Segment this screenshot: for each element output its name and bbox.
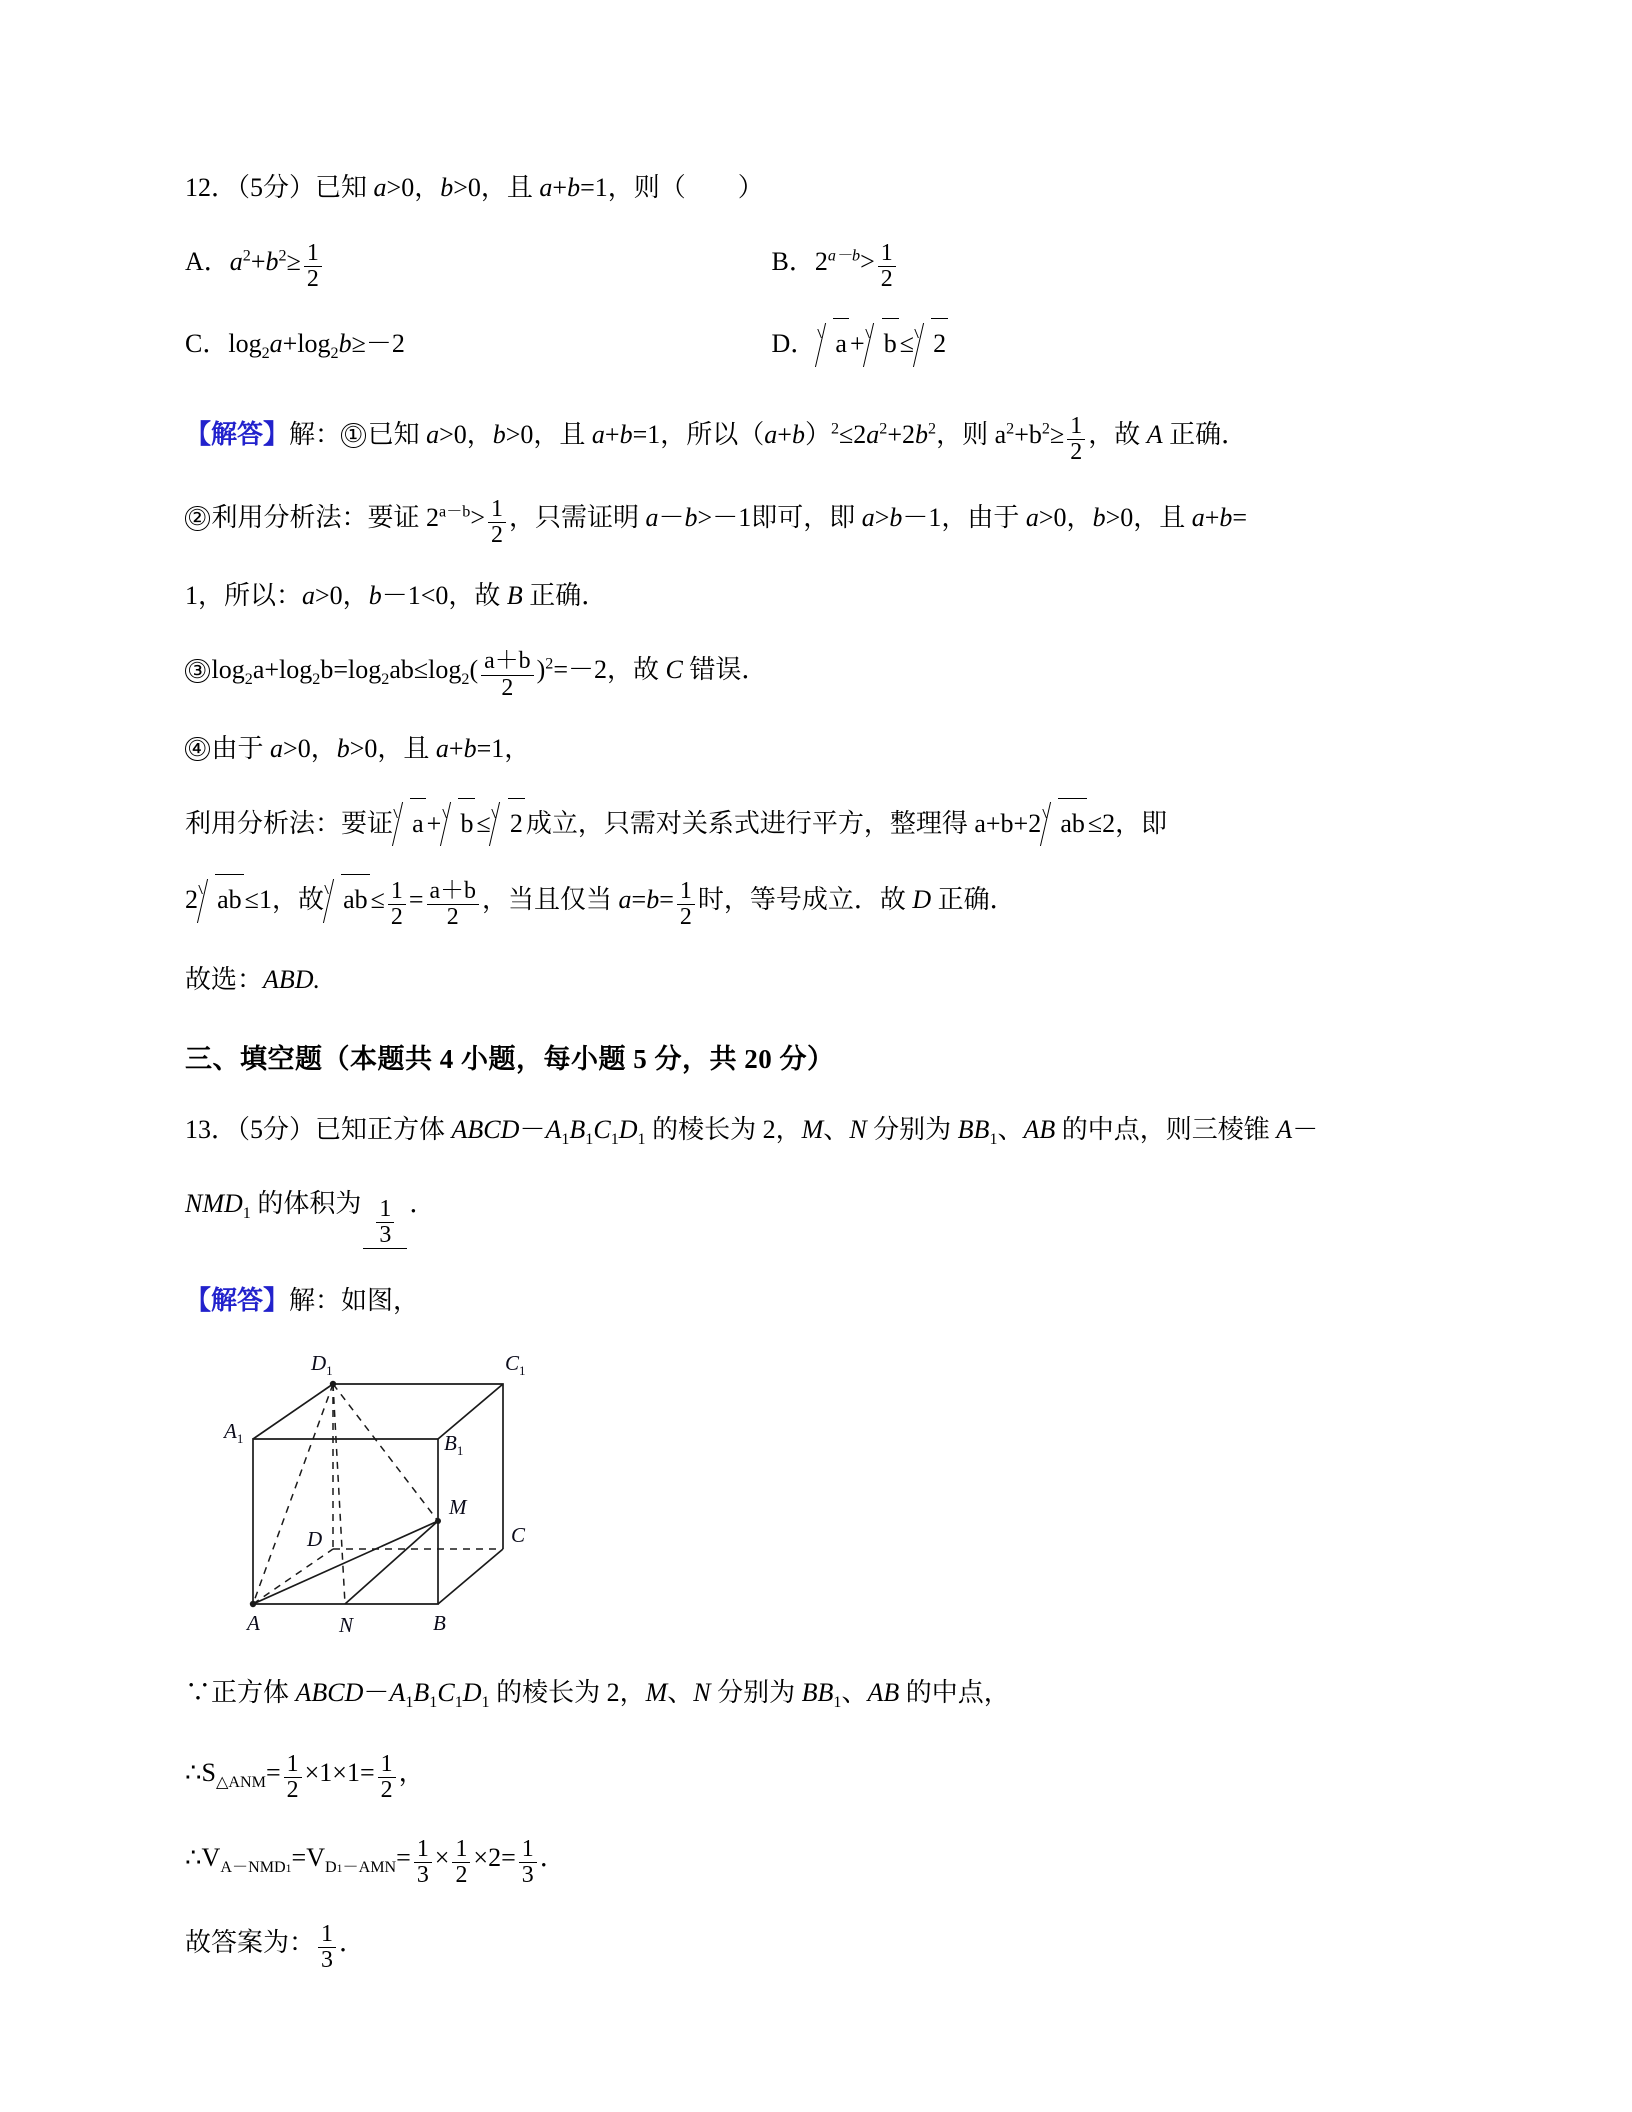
edge-N-M (345, 1521, 438, 1604)
label-B1: $B_1$ (444, 1431, 464, 1459)
cube-back-top-right (333, 1384, 503, 1549)
label-C: C (511, 1523, 526, 1548)
step4-fraction-2: $\frac{a+b}{2}$ (427, 879, 479, 930)
cube-figure (223, 1334, 1450, 1649)
q12-solution-step-4c: 2 ab ≤1，故 ab ≤ $\frac{1}{2}$ = $\frac{a+b}{2}$ ，当且仅当 a=b= $\frac{1}{2}$ 时，等号成立．故 D 正确． (185, 874, 1450, 930)
step1-fraction: $\frac{1}{2}$ (1067, 414, 1085, 465)
vertex-D1-dot (330, 1381, 336, 1387)
circled-4: ④ (185, 737, 210, 762)
sqrt-a: a (817, 318, 849, 368)
q12-solution-step-2b: 1，所以：a>0，b－1<0，故 B 正确． (185, 581, 608, 611)
circled-1: ① (341, 423, 366, 448)
area-fraction-1: $\frac{1}{2}$ (284, 1752, 302, 1803)
step2-fraction: $\frac{1}{2}$ (488, 497, 506, 548)
q13-because-line: ∵正方体 $ABCD-A_1B_1C_1D_1$ 的棱长为 2，M、N 分别为 $BB_1$、AB 的中点， (185, 1678, 1010, 1712)
edge-B-C (438, 1549, 503, 1604)
solution-tag-2: 【解答】 (185, 1286, 290, 1316)
edge-A1-D1 (253, 1384, 333, 1439)
label-D1: $D_1$ (311, 1351, 333, 1379)
q13-answer-blank[interactable] (363, 1193, 407, 1249)
sqrt-ab-1: ab (1042, 798, 1087, 848)
step3-fraction: $\frac{a+b}{2}$ (481, 649, 533, 700)
option-d-label: D． (771, 329, 817, 359)
sqrt-2: 2 (915, 318, 948, 368)
q12-solution-step-1: 【解答】解： ① 已知 a>0，b>0，且 a+b=1，所以$(a+b)^2\le 2a^2+2b^2$，则 $a^2+b^2\ge$ $\frac{1}{2}$ ，故 A 正确． (185, 413, 1248, 466)
question-13-stem-line2: $NMD_1$ 的体积为 $\frac{1}{3}$ ． (185, 1188, 436, 1249)
sqrt-ab-3: ab (325, 874, 370, 924)
step4-fraction-3: $\frac{1}{2}$ (677, 879, 695, 930)
section-3-heading: 三、填空题（本题共 4 小题，每小题 5 分，共 20 分） (185, 1044, 835, 1075)
circled-2: ② (185, 506, 210, 531)
sqrt-ab-2: ab (199, 874, 244, 924)
volume-fraction-2: $\frac{1}{2}$ (452, 1837, 470, 1888)
q12-points: （5分） (237, 173, 316, 202)
option-c[interactable]: C．$\log_2a+\log_2b\ge-2$ (185, 329, 405, 363)
option-b[interactable]: B．$2^{a-b}>$ $\frac{1}{2}$ (772, 237, 899, 292)
q12-solution-step-2a: ② 利用分析法：要证 $2^{a-b}>$ $\frac{1}{2}$ ，只需证明 a－b>－1即可，即 a>b－1，由于 a>0，b>0，且 a+b= (185, 493, 1450, 548)
label-M: M (449, 1495, 467, 1520)
q13-volume-line: $\therefore V_{A-NMD1}=V_{D1-AMN}=$ $\frac{1}{3}$ × $\frac{1}{2}$ ×2= $\frac{1}{3}$ ． (185, 1835, 566, 1888)
edge-A-D-hidden (253, 1549, 333, 1604)
option-a[interactable]: A．$a^2+b^2\ge$ $\frac{1}{2}$ (185, 237, 765, 292)
q12-answer: ABD. (263, 965, 321, 995)
vertex-M-dot (435, 1518, 441, 1524)
sqrt-a-2: a (394, 798, 426, 848)
option-b-label: B． (771, 247, 815, 276)
q12-options-row-2 (185, 318, 1450, 370)
q12-number: 12 (185, 173, 211, 202)
label-C1: $C_1$ (505, 1351, 526, 1379)
option-a-fraction: $\frac{1}{2}$ (304, 241, 322, 292)
edge-D1-A (253, 1384, 333, 1604)
option-a-label: A． (185, 247, 230, 276)
q13-answer-line: 故答案为： $\frac{1}{3}$ ． (185, 1921, 365, 1974)
volume-fraction-3: $\frac{1}{3}$ (519, 1837, 537, 1888)
sqrt-2-2: 2 (492, 798, 525, 848)
label-A: A (247, 1611, 260, 1636)
question-13-stem: 13．（5分）已知正方体 $ABCD-A_1B_1C_1D_1$ 的棱长为 2，M、N 分别为 $BB_1$、AB 的中点，则三棱锥 A－ (185, 1115, 1319, 1149)
edge-A-M (253, 1521, 438, 1604)
area-fraction-2: $\frac{1}{2}$ (378, 1752, 396, 1803)
step4-fraction-1: $\frac{1}{2}$ (388, 879, 406, 930)
question-12-stem: 12．（5分）已知 a>0，b>0，且 a+b=1，则（ ） (185, 173, 764, 202)
q12-options-row-1 (185, 237, 1450, 292)
volume-fraction-1: $\frac{1}{3}$ (414, 1837, 432, 1888)
q12-solution-step-3: ③ $\log_2a+\log_2b=\log_2ab\le\log_2$( $\frac{a+b}{2}$ )$^2$=－2，故 C 错误． (185, 645, 1450, 700)
label-N: N (339, 1613, 354, 1638)
cube-diagram-svg (223, 1334, 553, 1644)
cube-front-face (253, 1439, 438, 1604)
label-D: D (307, 1527, 323, 1552)
final-answer-fraction: $\frac{1}{3}$ (318, 1922, 336, 1973)
q12-solution-step-4b: 利用分析法：要证 a + b ≤ 2 成立，只需对关系式进行平方，整理得 a+b+2 ab ≤2，即 (185, 798, 1450, 848)
q13-solution-header: 【解答】解：如图， (185, 1286, 420, 1316)
q13-area-line: $\therefore S_{\triangle ANM}=$ $\frac{1}{2}$ ×1×1= $\frac{1}{2}$ ， (185, 1750, 425, 1803)
sqrt-b: b (866, 318, 899, 368)
option-d[interactable]: D． a + b ≤ 2 (772, 318, 950, 368)
vertex-A-dot (250, 1601, 256, 1607)
sqrt-b-2: b (442, 798, 475, 848)
page-content (185, 168, 1450, 2003)
vertex-dots (250, 1381, 441, 1607)
edge-D1-N (333, 1384, 345, 1604)
q13-answer-fraction: $\frac{1}{3}$ (376, 1197, 394, 1248)
label-A1: $A_1$ (224, 1419, 244, 1447)
q12-final-choice: 故选：ABD. (185, 965, 321, 995)
circled-3: ③ (185, 659, 210, 684)
edge-D1-M (333, 1384, 438, 1521)
label-B: B (433, 1611, 446, 1636)
q12-solution-step-4a: ④ 由于 a>0，b>0，且 a+b=1， (185, 729, 1450, 768)
q13-number: 13 (185, 1115, 211, 1145)
q13-points: （5分） (237, 1115, 316, 1145)
option-c-label: C． (185, 329, 229, 359)
solution-tag: 【解答】 (185, 420, 290, 450)
option-b-fraction: $\frac{1}{2}$ (878, 241, 896, 292)
